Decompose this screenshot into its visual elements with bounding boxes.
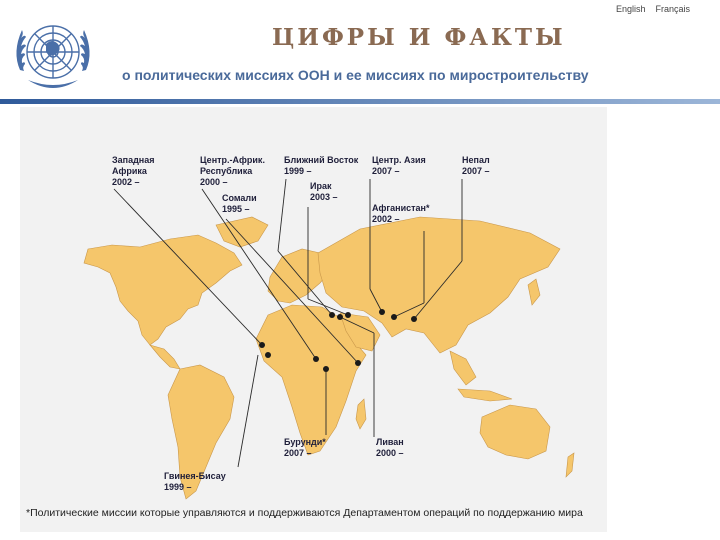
page-title: ЦИФРЫ И ФАКТЫ — [272, 24, 566, 51]
leader-middle-east-1 — [278, 179, 286, 251]
marker-middle-east — [329, 312, 335, 318]
leader-guinea-bissau — [238, 355, 258, 467]
marker-nepal — [411, 316, 417, 322]
label-lebanon: Ливан 2000 – — [376, 437, 404, 458]
label-nepal: Непал 2007 – — [462, 155, 490, 176]
indonesia-landmass — [458, 389, 512, 401]
australia-landmass — [480, 405, 550, 459]
label-guinea-bissau: Гвинея-Бисау 1999 – — [164, 471, 226, 492]
marker-west-africa — [265, 352, 271, 358]
marker-car — [313, 356, 319, 362]
lang-french-link[interactable]: Français — [655, 4, 690, 14]
label-afghanistan: Афганистан* 2002 – — [372, 203, 430, 224]
label-iraq: Ирак 2003 – — [310, 181, 338, 202]
map-panel — [20, 107, 607, 532]
marker-iraq — [345, 312, 351, 318]
southeast-asia-landmass — [450, 351, 476, 385]
label-central-asia: Центр. Азия 2007 – — [372, 155, 426, 176]
language-switcher — [616, 4, 690, 14]
madagascar-landmass — [356, 399, 366, 429]
label-somalia: Сомали 1995 – — [222, 193, 257, 214]
label-car: Центр.-Африк. Республика 2000 – — [200, 155, 265, 187]
marker-afghanistan — [391, 314, 397, 320]
central-america-landmass — [150, 345, 180, 369]
marker-guinea-bissau — [259, 342, 265, 348]
marker-lebanon — [337, 314, 343, 320]
label-west-africa: Западная Африка 2002 – — [112, 155, 155, 187]
north-america-landmass — [84, 235, 242, 345]
label-middle-east: Ближний Восток 1999 – — [284, 155, 359, 176]
japan-landmass — [528, 279, 540, 305]
marker-central-asia — [379, 309, 385, 315]
page-subtitle: о политических миссиях ООН и ее миссиях по миростроительству — [122, 67, 589, 83]
un-emblem-icon — [6, 8, 100, 96]
new-zealand-landmass — [566, 453, 574, 477]
marker-somalia — [355, 360, 361, 366]
lang-english-link[interactable]: English — [615, 4, 646, 14]
marker-burundi — [323, 366, 329, 372]
footnote: *Политические миссии которые управляются и поддерживаются Департаментом операций по поддержанию мира — [26, 507, 583, 519]
header-divider — [0, 99, 720, 104]
label-burundi: Бурунди* 2007 – — [284, 437, 326, 458]
